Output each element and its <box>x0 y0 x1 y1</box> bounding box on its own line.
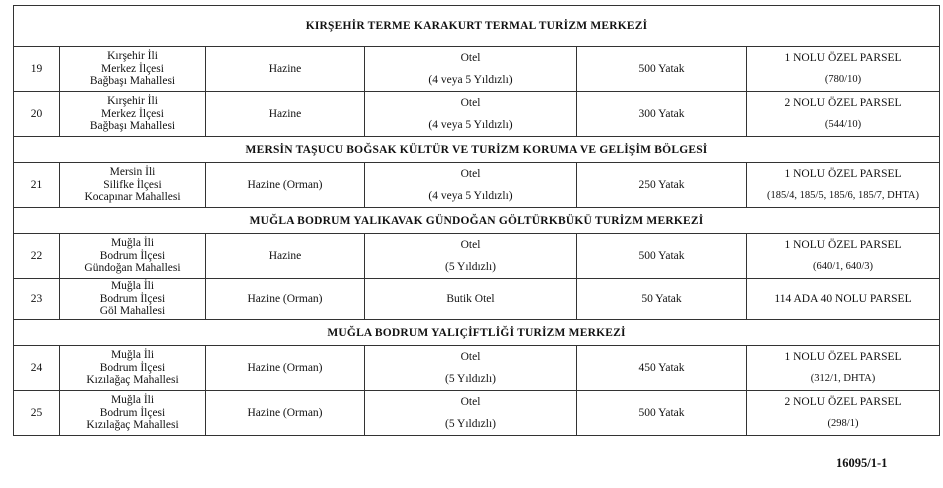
cell-line: 114 ADA 40 NOLU PARSEL <box>774 293 912 305</box>
section-header-row <box>14 208 940 234</box>
row-number: 24 <box>14 346 60 391</box>
cell-line: (185/4, 185/5, 185/6, 185/7, DHTA) <box>767 190 919 201</box>
parcel-cell <box>747 234 940 279</box>
section-title: MUĞLA BODRUM YALIÇİFTLİĞİ TURİZM MERKEZİ <box>14 320 940 346</box>
use-cell <box>365 92 577 137</box>
location-cell <box>60 346 206 391</box>
row-number: 19 <box>14 47 60 92</box>
cell-line: 1 NOLU ÖZEL PARSEL <box>784 351 902 363</box>
row-number: 25 <box>14 391 60 436</box>
cell-line: (4 veya 5 Yıldızlı) <box>428 190 513 202</box>
location-cell <box>60 279 206 320</box>
capacity-cell: 250 Yatak <box>577 163 747 208</box>
use-cell <box>365 391 577 436</box>
cell-line: Bodrum İlçesi <box>99 249 166 262</box>
section-header-row <box>14 137 940 163</box>
table-row <box>14 279 940 320</box>
cell-line: (298/1) <box>827 418 859 429</box>
cell-line: Bodrum İlçesi <box>99 292 166 305</box>
cell-line: (780/10) <box>824 74 862 85</box>
cell-line: Muğla İli <box>110 280 155 293</box>
location-cell <box>60 391 206 436</box>
capacity-cell: 50 Yatak <box>577 279 747 320</box>
cell-line: Muğla İli <box>110 394 155 407</box>
cell-line: Kocapınar Mahallesi <box>84 191 181 204</box>
section-header-row <box>14 6 940 47</box>
capacity-cell: 300 Yatak <box>577 92 747 137</box>
cell-line: Kızılağaç Mahallesi <box>86 374 179 387</box>
cell-line: (544/10) <box>824 119 862 130</box>
cell-line: (4 veya 5 Yıldızlı) <box>428 119 513 131</box>
cell-line: Gündoğan Mahallesi <box>84 262 181 275</box>
use-cell <box>365 47 577 92</box>
location-cell <box>60 163 206 208</box>
cell-line: (640/1, 640/3) <box>812 261 874 272</box>
cell-line: Bodrum İlçesi <box>99 406 166 419</box>
cell-line: Otel <box>460 351 481 363</box>
cell-line: Bağbaşı Mahallesi <box>89 75 176 88</box>
use-cell <box>365 279 577 320</box>
cell-line: Otel <box>460 239 481 251</box>
row-number: 20 <box>14 92 60 137</box>
owner-cell: Hazine (Orman) <box>206 346 365 391</box>
parcel-cell <box>747 163 940 208</box>
capacity-cell: 500 Yatak <box>577 47 747 92</box>
cell-line: 2 NOLU ÖZEL PARSEL <box>784 97 902 109</box>
cell-line: Kızılağaç Mahallesi <box>86 419 179 432</box>
parcel-cell <box>747 346 940 391</box>
cell-line: Göl Mahallesi <box>99 305 166 318</box>
cell-line: Otel <box>460 168 481 180</box>
section-header-row <box>14 320 940 346</box>
table-row <box>14 163 940 208</box>
parcel-cell <box>747 92 940 137</box>
table-row <box>14 346 940 391</box>
parcel-cell <box>747 391 940 436</box>
use-cell <box>365 346 577 391</box>
table-row <box>14 391 940 436</box>
section-title: MUĞLA BODRUM YALIKAVAK GÜNDOĞAN GÖLTÜRKBÜKÜ TURİZM MERKEZİ <box>14 208 940 234</box>
cell-line: Muğla İli <box>110 349 155 362</box>
cell-line: 1 NOLU ÖZEL PARSEL <box>784 239 902 251</box>
row-number: 22 <box>14 234 60 279</box>
cell-line: Bodrum İlçesi <box>99 361 166 374</box>
owner-cell: Hazine <box>206 92 365 137</box>
cell-line: Kırşehir İli <box>107 50 158 63</box>
cell-line: Merkez İlçesi <box>101 62 164 75</box>
use-cell <box>365 163 577 208</box>
cell-line: Muğla İli <box>110 237 155 250</box>
row-number: 23 <box>14 279 60 320</box>
cell-line: (5 Yıldızlı) <box>445 261 496 273</box>
owner-cell: Hazine (Orman) <box>206 163 365 208</box>
cell-line: Otel <box>460 97 481 109</box>
cell-line: 1 NOLU ÖZEL PARSEL <box>784 168 902 180</box>
cell-line: Merkez İlçesi <box>101 107 164 120</box>
cell-line: Otel <box>460 396 481 408</box>
capacity-cell: 450 Yatak <box>577 346 747 391</box>
cell-line: (312/1, DHTA) <box>810 373 876 384</box>
capacity-cell: 500 Yatak <box>577 234 747 279</box>
owner-cell: Hazine <box>206 234 365 279</box>
cell-line: Otel <box>460 52 481 64</box>
cell-line: Kırşehir İli <box>107 95 158 108</box>
cell-line: Silifke İlçesi <box>103 178 162 191</box>
section-title: KIRŞEHİR TERME KARAKURT TERMAL TURİZM MERKEZİ <box>14 6 940 47</box>
parcel-cell <box>747 279 940 320</box>
row-number: 21 <box>14 163 60 208</box>
cell-line: Bağbaşı Mahallesi <box>89 120 176 133</box>
section-title: MERSİN TAŞUCU BOĞSAK KÜLTÜR VE TURİZM KORUMA VE GELİŞİM BÖLGESİ <box>14 137 940 163</box>
table-row <box>14 92 940 137</box>
cell-line: (5 Yıldızlı) <box>445 418 496 430</box>
use-cell <box>365 234 577 279</box>
owner-cell: Hazine (Orman) <box>206 391 365 436</box>
parcel-table <box>13 5 940 436</box>
cell-line: 1 NOLU ÖZEL PARSEL <box>784 52 902 64</box>
table-row <box>14 234 940 279</box>
capacity-cell: 500 Yatak <box>577 391 747 436</box>
document-reference: 16095/1-1 <box>836 456 888 470</box>
owner-cell: Hazine (Orman) <box>206 279 365 320</box>
location-cell <box>60 92 206 137</box>
location-cell <box>60 234 206 279</box>
cell-line: Mersin İli <box>109 166 156 179</box>
table-row <box>14 47 940 92</box>
parcel-cell <box>747 47 940 92</box>
owner-cell: Hazine <box>206 47 365 92</box>
location-cell <box>60 47 206 92</box>
cell-line: Butik Otel <box>446 293 495 305</box>
cell-line: (5 Yıldızlı) <box>445 373 496 385</box>
cell-line: 2 NOLU ÖZEL PARSEL <box>784 396 902 408</box>
cell-line: (4 veya 5 Yıldızlı) <box>428 74 513 86</box>
